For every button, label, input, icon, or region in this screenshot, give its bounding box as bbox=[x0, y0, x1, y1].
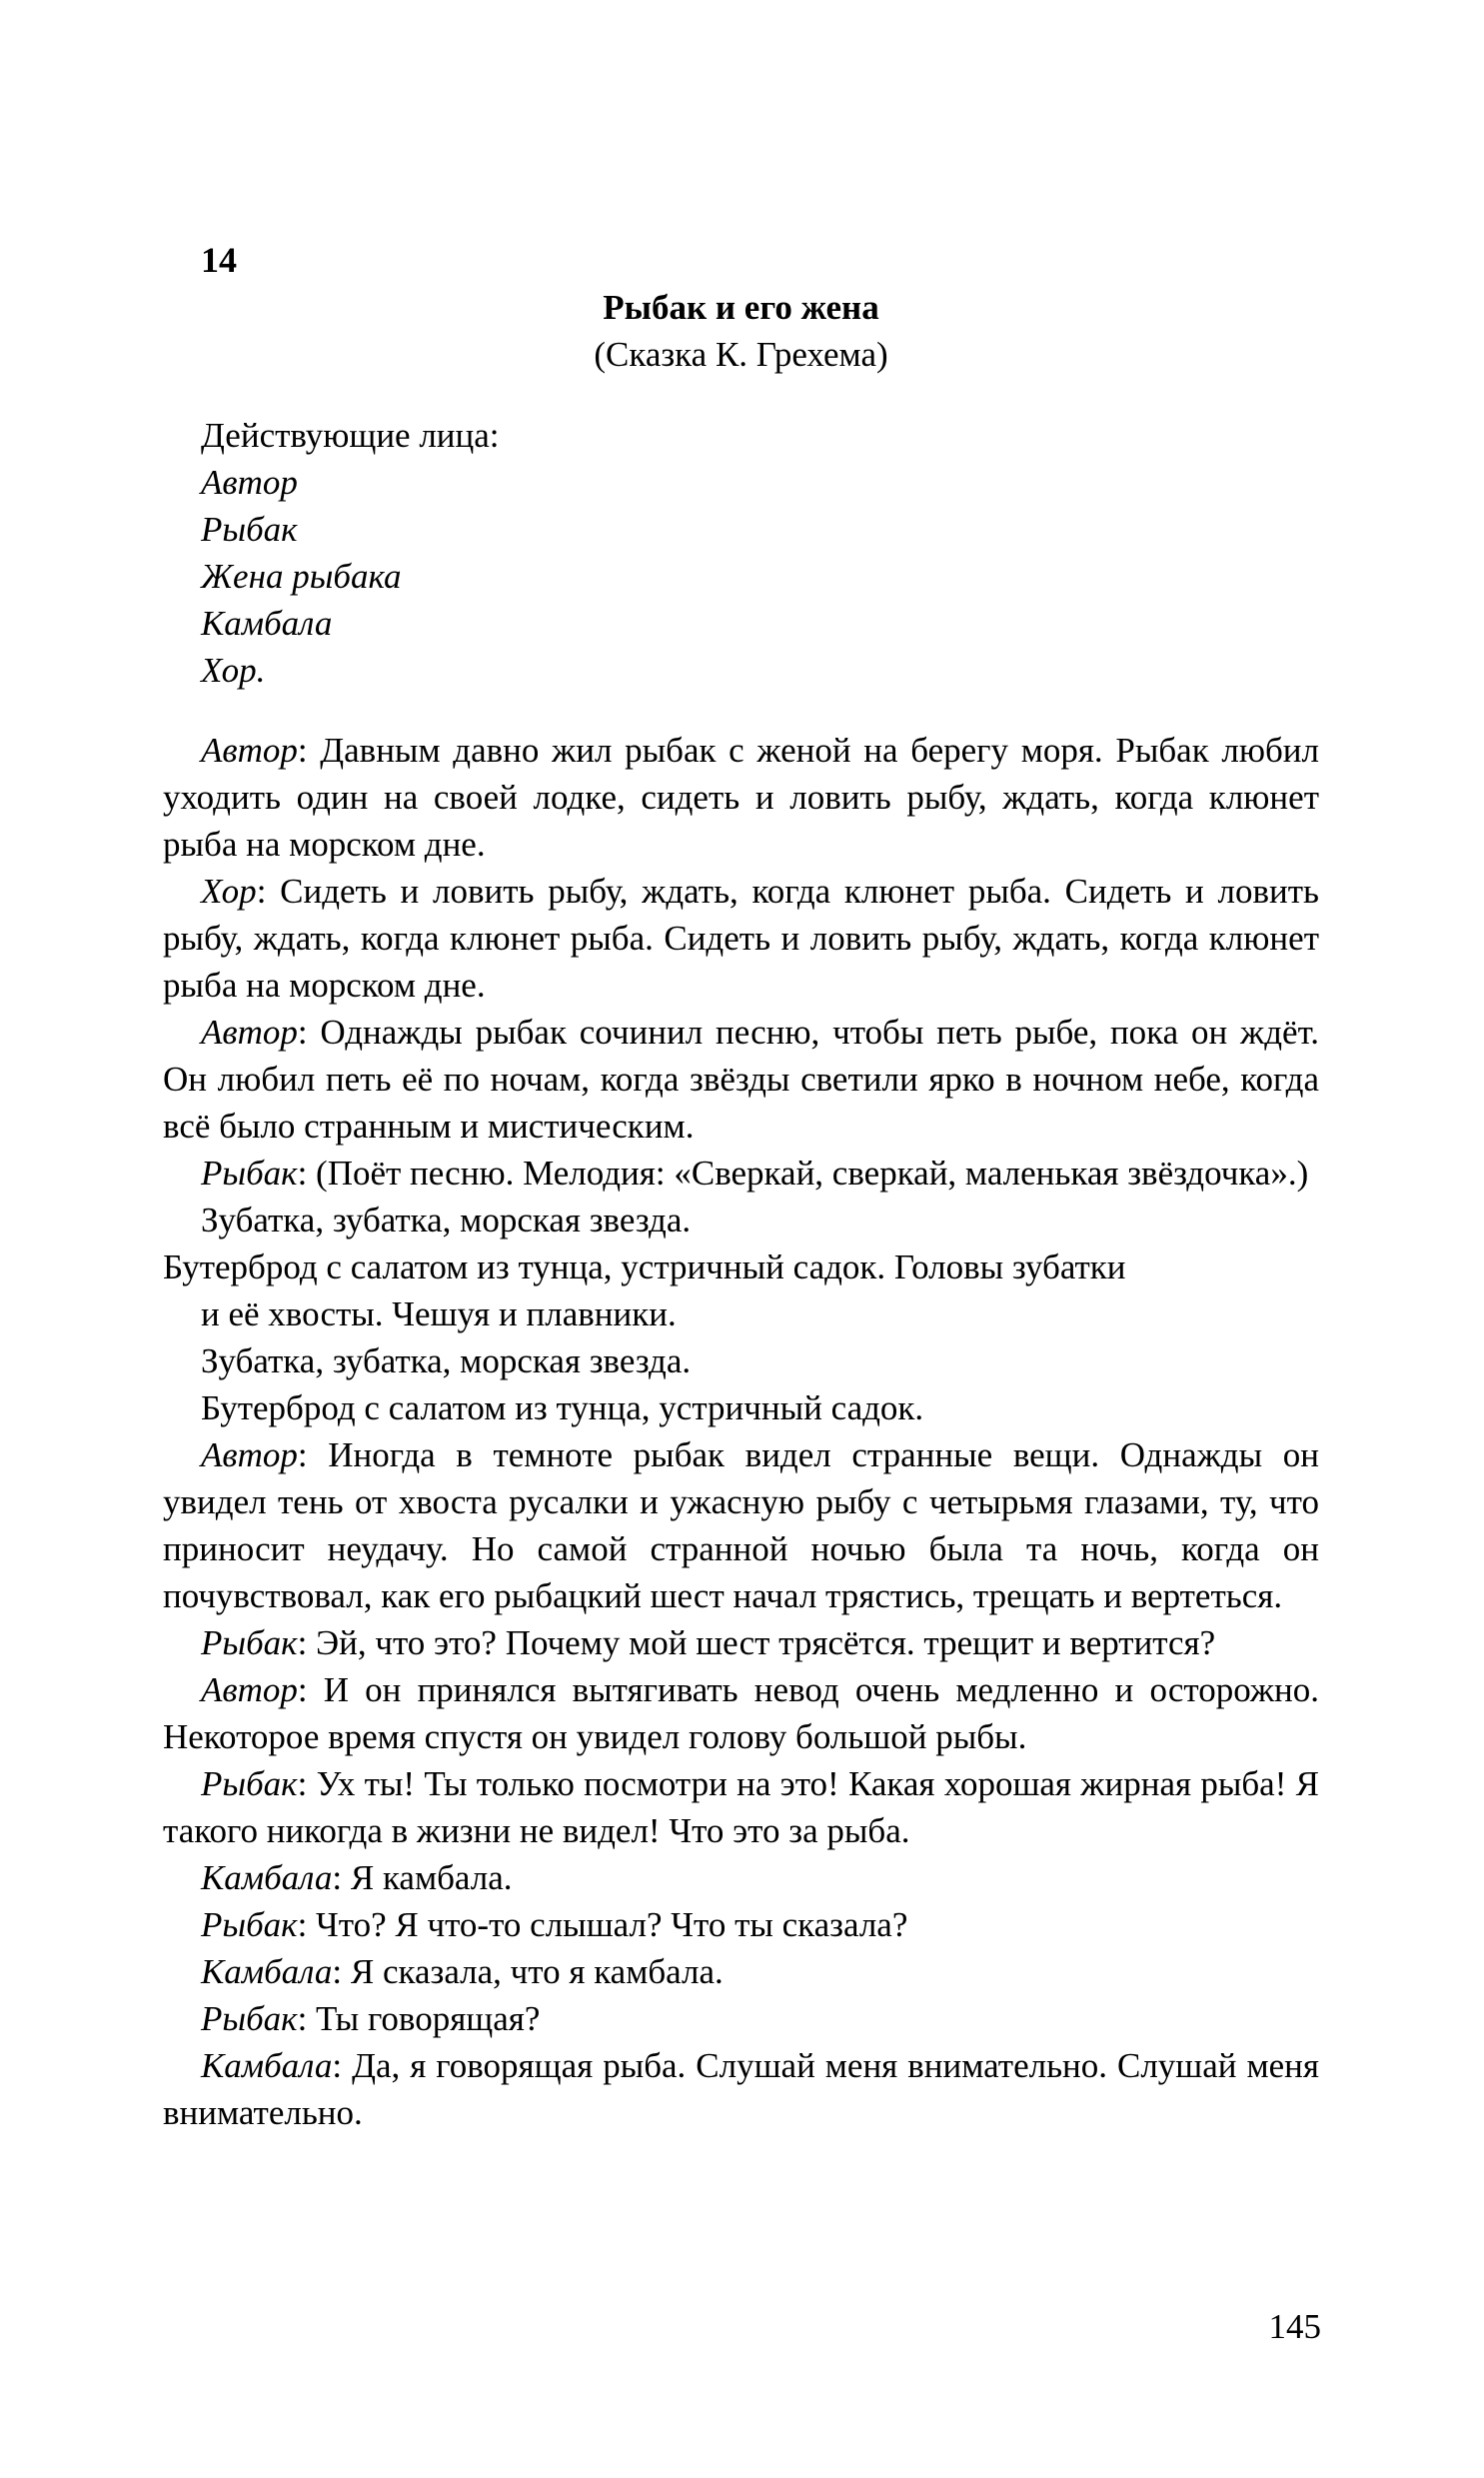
dialogue-paragraph: Рыбак: (Поёт песню. Мелодия: «Сверкай, сверкай, маленькая звёздочка».) bbox=[201, 1154, 1309, 1193]
cast-role: Жена рыбака bbox=[201, 557, 402, 596]
speaker-name: Камбала bbox=[201, 1858, 333, 1897]
speaker-name: Автор bbox=[201, 1013, 298, 1052]
speaker-name: Рыбак bbox=[201, 1623, 298, 1662]
dialogue-paragraph: Автор: Иногда в темноте рыбак видел странные вещи. Однажды он увидел тень от хвоста русалки и ужасную рыбу с четырьмя глазами, ту, что приносит неудачу. Но самой странной ночью была та ночь, когда он почувствовал, как его рыбацкий шест начал трястись, трещать и вертеться. bbox=[163, 1435, 1319, 1615]
page-subtitle: (Сказка К. Грехема) bbox=[594, 335, 888, 374]
song-line: Зубатка, зубатка, морская звезда. bbox=[201, 1341, 692, 1380]
cast-heading: Действующие лица: bbox=[201, 416, 500, 455]
dialogue-paragraph: Автор: Давным давно жил рыбак с женой на берегу моря. Рыбак любил уходить один на своей лодке, сидеть и ловить рыбу, ждать, когда клюнет рыба на морском дне. bbox=[163, 731, 1319, 864]
song-line: Бутерброд с салатом из тунца, устричный садок. Головы зубатки bbox=[163, 1247, 1126, 1286]
speaker-name: Камбала bbox=[201, 1952, 333, 1991]
speaker-name: Автор bbox=[201, 1670, 298, 1709]
speaker-name: Камбала bbox=[201, 2046, 333, 2085]
speaker-name: Рыбак bbox=[201, 1905, 298, 1944]
speaker-name: Автор bbox=[201, 731, 298, 770]
cast-roles bbox=[163, 459, 1319, 694]
dialogue-paragraph: Автор: И он принялся вытягивать невод очень медленно и осторожно. Некоторое время спустя он увидел голову большой рыбы. bbox=[163, 1670, 1319, 1756]
cast-role: Автор bbox=[201, 463, 298, 502]
dialogue-paragraph: Хор: Сидеть и ловить рыбу, ждать, когда клюнет рыба. Сидеть и ловить рыбу, ждать, когда клюнет рыба. Сидеть и ловить рыбу, ждать, когда клюнет рыба на морском дне. bbox=[163, 872, 1319, 1005]
speaker-name: Хор bbox=[201, 872, 257, 911]
song-line: Зубатка, зубатка, морская звезда. bbox=[201, 1201, 692, 1239]
dialogue-paragraph: Камбала: Да, я говорящая рыба. Слушай меня внимательно. Слушай меня внимательно. bbox=[163, 2046, 1319, 2132]
cast-role: Хор. bbox=[201, 651, 266, 690]
song-line: и её хвосты. Чешуя и плавники. bbox=[201, 1294, 677, 1333]
speaker-name: Рыбак bbox=[201, 1154, 298, 1193]
dialogue-paragraph: Рыбак: Что? Я что-то слышал? Что ты сказала? bbox=[201, 1905, 908, 1944]
speaker-name: Рыбак bbox=[201, 1999, 298, 2038]
cast-role: Камбала bbox=[201, 604, 333, 643]
dialogue-paragraph: Камбала: Я камбала. bbox=[201, 1858, 513, 1897]
cast-list bbox=[163, 412, 1319, 694]
page-title: Рыбак и его жена bbox=[603, 288, 879, 327]
page-number: 145 bbox=[1268, 2307, 1321, 2346]
cast-role: Рыбак bbox=[201, 510, 298, 549]
song-line: Бутерброд с салатом из тунца, устричный садок. bbox=[201, 1388, 924, 1427]
dialogue-paragraph: Рыбак: Ух ты! Ты только посмотри на это! Какая хорошая жирная рыба! Я такого никогда в жизни не видел! Что это за рыба. bbox=[163, 1764, 1319, 1850]
dialogue-paragraph: Рыбак: Эй, что это? Почему мой шест трясётся. трещит и вертится? bbox=[201, 1623, 1216, 1662]
dialogue bbox=[163, 727, 1319, 2136]
speaker-name: Автор bbox=[201, 1435, 298, 1474]
dialogue-paragraph: Автор: Однажды рыбак сочинил песню, чтобы петь рыбе, пока он ждёт. Он любил петь её по ночам, когда звёзды светили ярко в ночном небе, когда всё было странным и мистическим. bbox=[163, 1013, 1319, 1146]
chapter-number: 14 bbox=[201, 240, 237, 280]
dialogue-paragraph: Рыбак: Ты говорящая? bbox=[201, 1999, 541, 2038]
dialogue-paragraph: Камбала: Я сказала, что я камбала. bbox=[201, 1952, 724, 1991]
speaker-name: Рыбак bbox=[201, 1764, 298, 1803]
